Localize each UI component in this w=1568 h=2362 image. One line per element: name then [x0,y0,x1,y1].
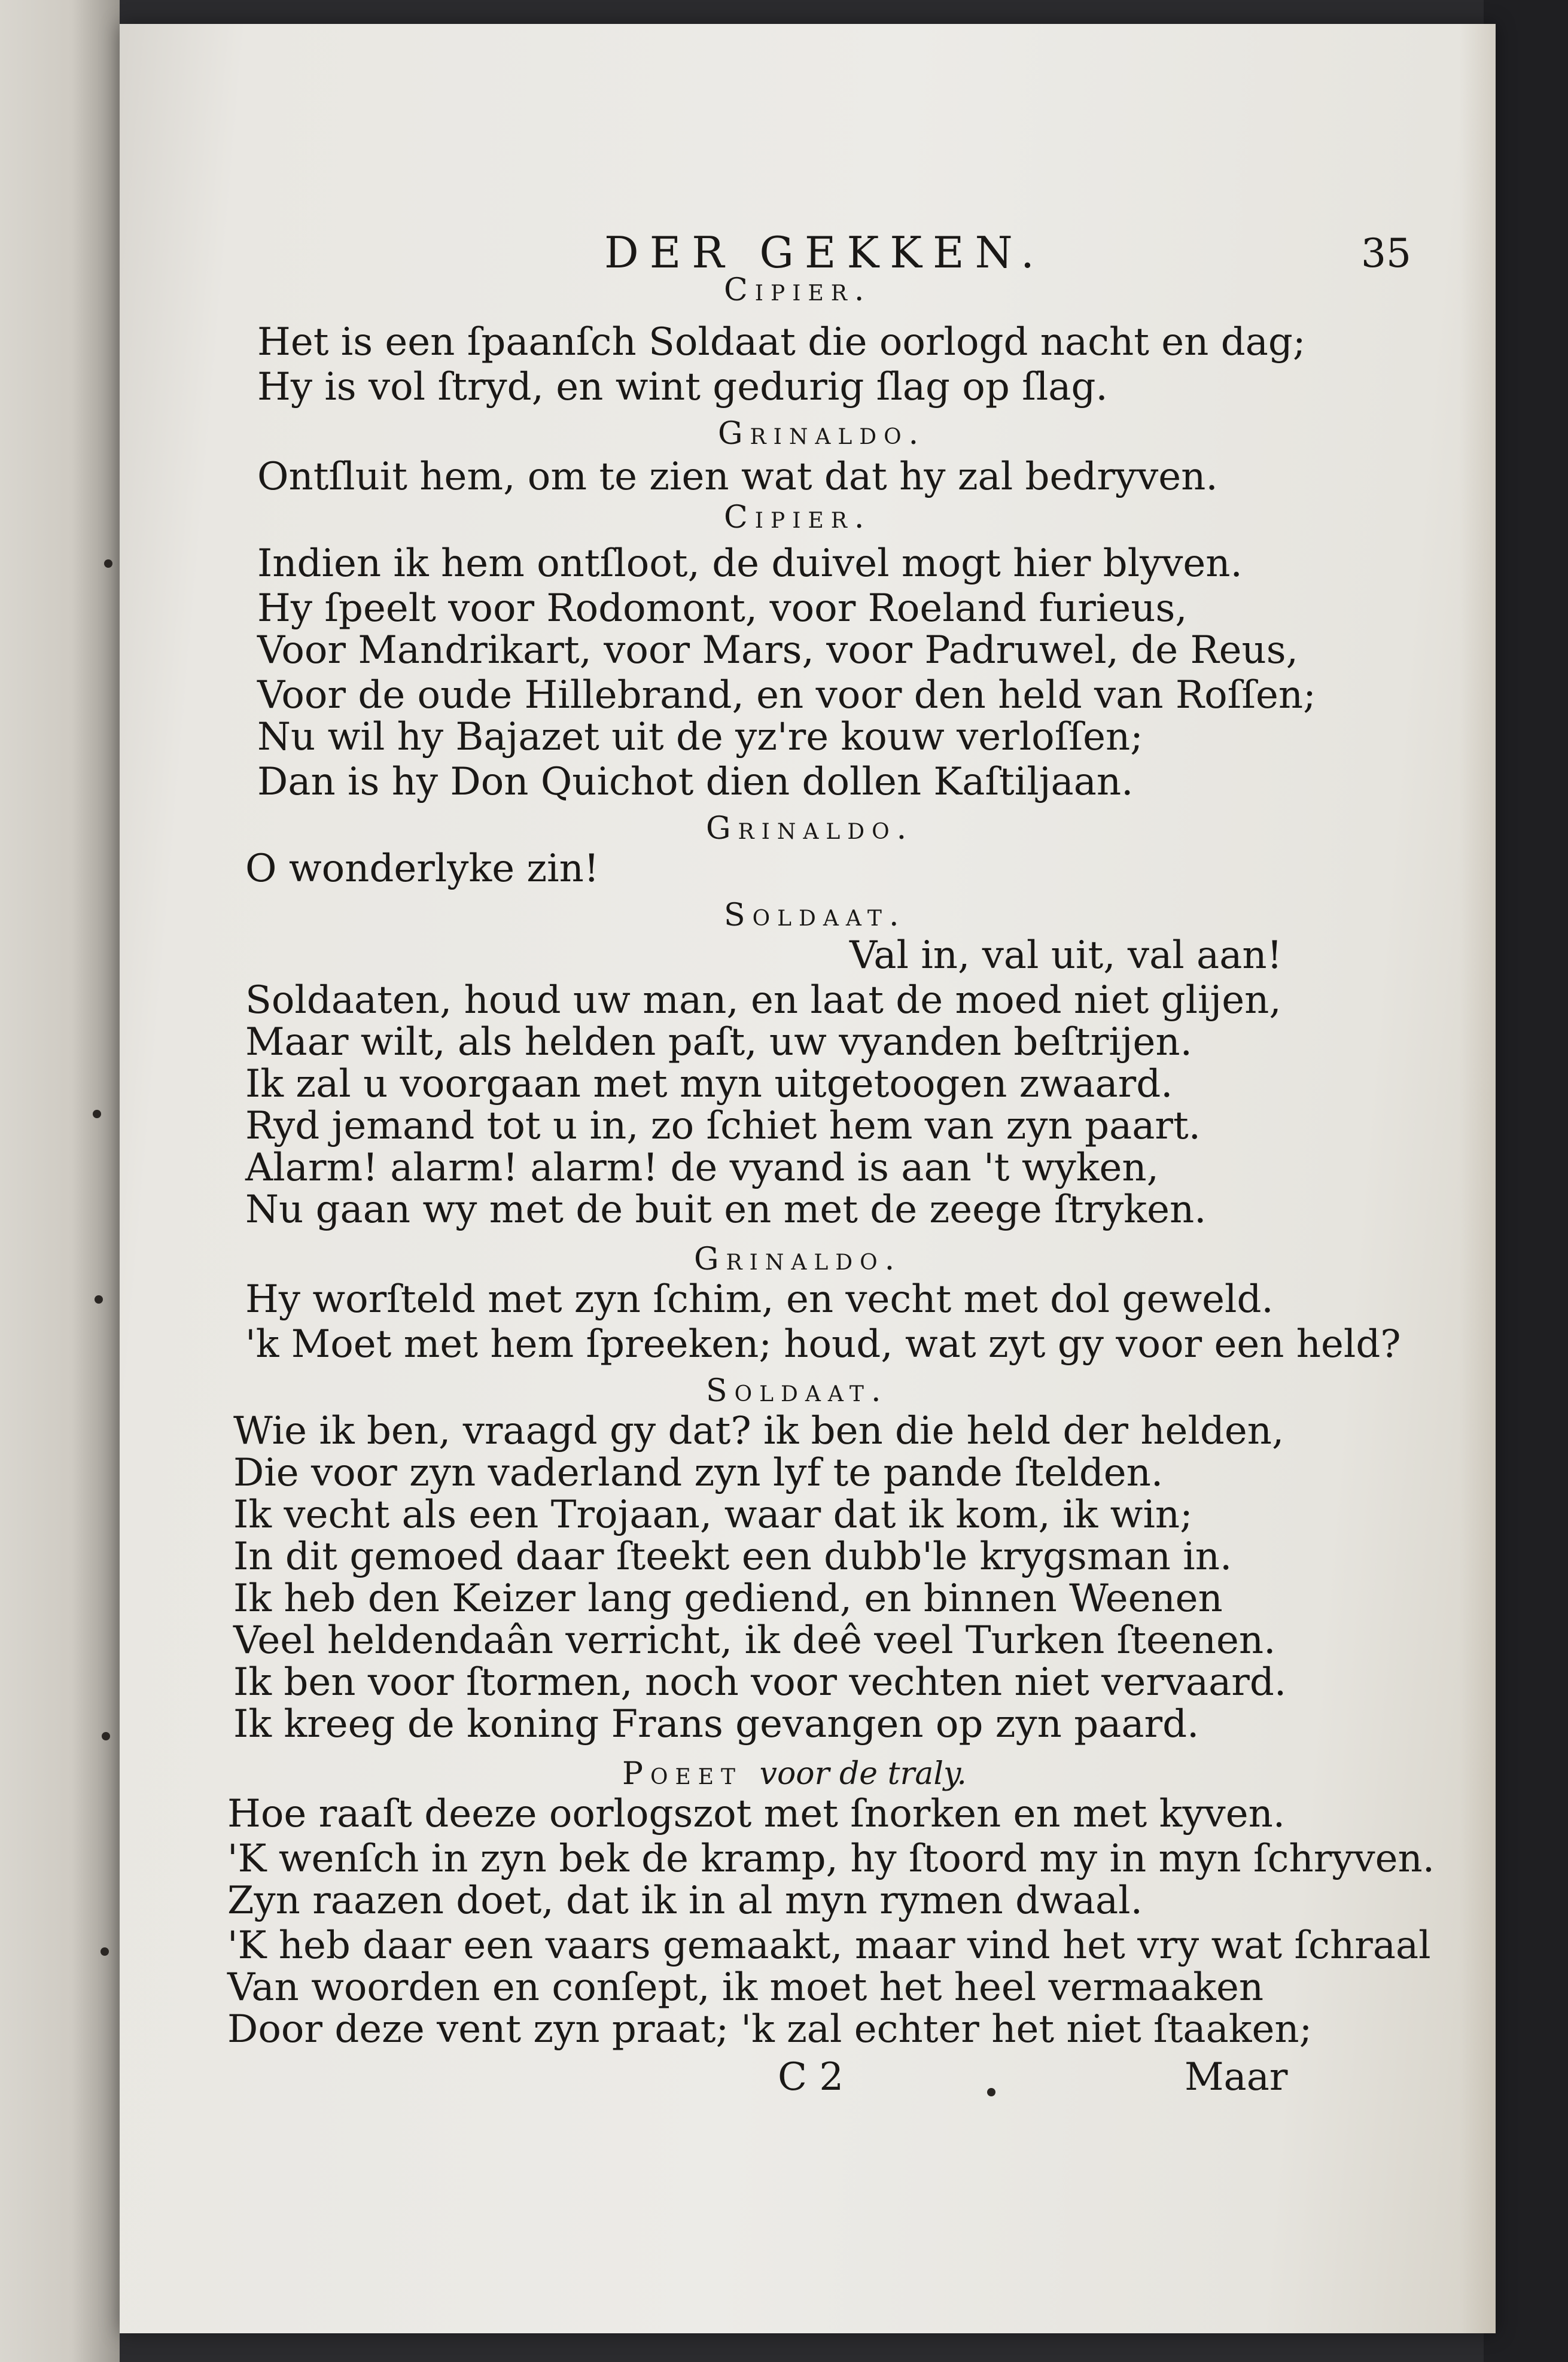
verse-line: Zyn raazen doet, dat ik in al myn rymen dwaal. [227,1879,1143,1923]
speaker-label: Grinaldo. [694,1241,902,1277]
speaker-label: Grinaldo. [718,416,926,452]
verse-line: 'K heb daar een vaars gemaakt, maar vind het vry wat ſchraal [227,1923,1431,1968]
verse-line: Hy is vol ſtryd, en wint gedurig ſlag op ſlag. [257,365,1108,409]
verse-line: Maar wilt, als helden paſt, uw vyanden beſtrijen. [245,1020,1192,1064]
speaker-label: Soldaat. [706,1373,888,1409]
margin-ink-mark [95,1295,103,1304]
verse-line: Nu gaan wy met de buit en met de zeege ſtryken. [245,1188,1207,1232]
verse-line: Wie ik ben, vraagd gy dat? ik ben die held der helden, [233,1409,1284,1453]
margin-ink-mark [104,559,112,568]
verse-line: Veel heldendaân verricht, ik deê veel Turken ſteenen. [233,1618,1276,1663]
verse-line: Door deze vent zyn praat; 'k zal echter het niet ſtaaken; [227,2007,1313,2051]
verse-line: Dan is hy Don Quichot dien dollen Kaſtiljaan. [257,760,1134,804]
verse-line: Het is een ſpaanſch Soldaat die oorlogd nacht en dag; [257,320,1306,364]
verse-line: Indien ik hem ontſloot, de duivel mogt hier blyven. [257,541,1243,586]
catchword: Maar [1185,2055,1288,2099]
signature-mark: C 2 [778,2055,844,2099]
dark-background [1484,0,1568,2362]
page-number: 35 [1361,230,1411,276]
speaker-label: Soldaat. [724,897,906,933]
margin-ink-mark [93,1110,101,1118]
verse-line: O wonderlyke zin! [245,847,599,891]
verse-line: Ik ben voor ſtormen, noch voor vechten niet vervaard. [233,1660,1287,1704]
verse-line: Van woorden en conſept, ik moet het heel vermaaken [227,1965,1264,2010]
speaker-name: Poeet [622,1756,743,1792]
verse-line: Ik vecht als een Trojaan, waar dat ik kom, ik win; [233,1493,1193,1537]
verse-line: Soldaaten, houd uw man, en laat de moed niet glijen, [245,978,1281,1022]
margin-ink-mark [987,2088,995,2096]
book-page [120,24,1496,2333]
verse-line: Die voor zyn vaderland zyn lyf te pande ſtelden. [233,1451,1164,1495]
verse-line: Alarm! alarm! alarm! de vyand is aan 't wyken, [245,1146,1159,1190]
speaker-label: Cipier. [724,500,872,535]
verse-line: Voor Mandrikart, voor Mars, voor Padruwel, de Reus, [257,628,1298,672]
margin-ink-mark [101,1947,109,1956]
verse-line: Ik heb den Keizer lang gediend, en binnen Weenen [233,1576,1223,1621]
running-head: DER GEKKEN. [604,227,1045,278]
verse-line: 'k Moet met hem ſpreeken; houd, wat zyt gy voor een held? [245,1322,1401,1366]
speaker-label: Grinaldo. [706,811,914,847]
speaker-label [622,1756,967,1792]
verse-line: Val in, val uit, val aan! [850,933,1283,978]
verse-line: Hy worſteld met zyn ſchim, en vecht met dol geweld. [245,1277,1274,1322]
verse-line: 'K wenſch in zyn bek de kramp, hy ſtoord my in myn ſchryven. [227,1837,1435,1881]
verse-line: Nu wil hy Bajazet uit de yz're kouw verloſſen; [257,715,1143,759]
verse-line: Ryd jemand tot u in, zo ſchiet hem van zyn paart. [245,1104,1201,1148]
facing-page [0,0,120,2362]
verse-line: Voor de oude Hillebrand, en voor den held van Roſſen; [257,673,1316,717]
verse-line: Hoe raaſt deeze oorlogszot met ſnorken en met kyven. [227,1792,1286,1836]
verse-line: Ik zal u voorgaan met myn uitgetoogen zwaard. [245,1062,1173,1106]
verse-line: In dit gemoed daar ſteekt een dubb'le krygsman in. [233,1535,1232,1579]
verse-line: Ik kreeg de koning Frans gevangen op zyn paard. [233,1702,1199,1746]
speaker-label: Cipier. [724,272,872,308]
margin-ink-mark [102,1732,110,1740]
verse-line: Ontſluit hem, om te zien wat dat hy zal bedryven. [257,455,1218,499]
stage-direction: voor de traly. [759,1756,967,1792]
verse-line: Hy ſpeelt voor Rodomont, voor Roeland furieus, [257,586,1188,631]
